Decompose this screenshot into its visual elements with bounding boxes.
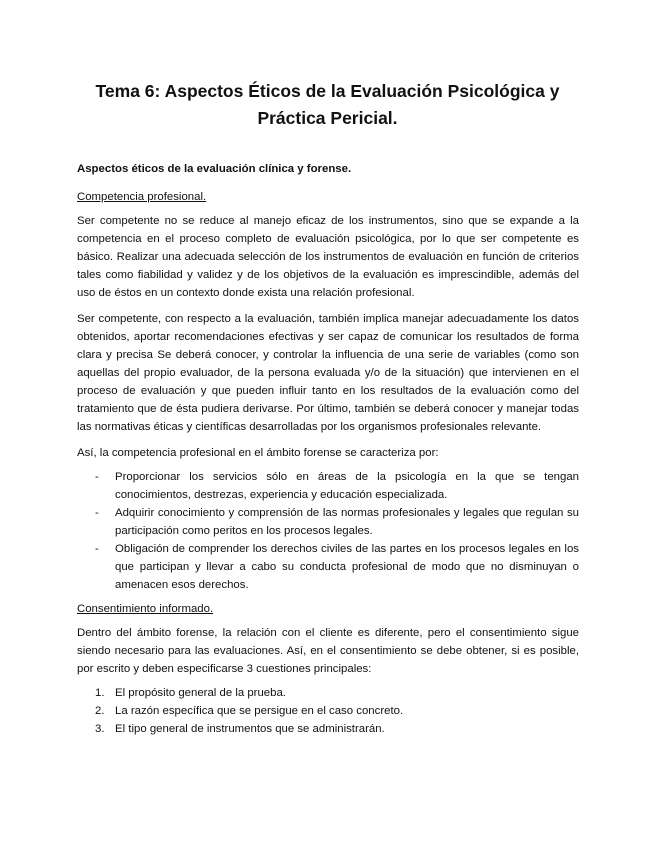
section-heading-competencia: Competencia profesional. [77,191,207,203]
list-item [77,684,579,702]
list-item-text: El tipo general de instrumentos que se administrarán. [115,723,385,735]
list-item [77,540,579,594]
list-item [77,468,579,504]
competence-list [77,468,579,594]
consent-list [77,684,579,738]
dash-marker: - [95,471,99,483]
document-body [77,160,579,738]
list-number: 1. [95,687,105,699]
page-title: Tema 6: Aspectos Éticos de la Evaluación Psicológica y Práctica Pericial. [95,81,560,128]
list-item-text: Adquirir conocimiento y comprensión de las normas profesionales y legales que regulan su participación como peritos en los procesos legales. [115,507,579,537]
dash-marker: - [95,543,99,555]
list-item [77,504,579,540]
paragraph: Ser competente no se reduce al manejo eficaz de los instrumentos, sino que se expande a la competencia en el proceso completo de evaluación psicológica, por lo que ser competente es básico. Realizar una adecuada selección de los instrumentos de evaluación en función de criterios tales como fiabilidad y validez y de los objetivos de la evaluación es imprescindible, además del uso de éstos en un contexto donde exista una relación profesional. [77,215,579,299]
paragraph: Ser competente, con respecto a la evaluación, también implica manejar adecuadamente los datos obtenidos, aportar recomendaciones efectivas y ser capaz de comunicar los resultados de forma clara y precisa Se deberá conocer, y controlar la influencia de una serie de variables (como son aquellas del propio evaluador, de la persona evaluada y/o de la situación) que intervienen en el proceso de evaluación y que pueden influir tanto en los resultados de la evaluación como del tratamiento que de ésta pudiera derivarse. Por último, también se deberá conocer y manejar todas las normativas éticas y científicas desarrolladas por los organismos profesionales relevante. [77,313,579,433]
list-item-text: Proporcionar los servicios sólo en áreas de la psicología en la que se tengan conocimientos, destrezas, experiencia y educación especializada. [115,471,579,501]
list-number: 3. [95,723,105,735]
list-item [77,702,579,720]
section-heading-consentimiento: Consentimiento informado. [77,603,214,615]
list-item [77,720,579,738]
paragraph: Así, la competencia profesional en el ámbito forense se caracteriza por: [77,447,439,459]
list-item-text: La razón específica que se persigue en el caso concreto. [115,705,404,717]
paragraph: Dentro del ámbito forense, la relación con el cliente es diferente, pero el consentimiento sigue siendo necesario para las evaluaciones. Así, en el consentimiento se debe obtener, si es posible, por escrito y deben especificarse 3 cuestiones principales: [77,627,579,675]
list-item-text: El propósito general de la prueba. [115,687,286,699]
dash-marker: - [95,507,99,519]
list-number: 2. [95,705,105,717]
subtitle: Aspectos éticos de la evaluación clínica y forense. [77,163,352,175]
list-item-text: Obligación de comprender los derechos civiles de las partes en los procesos legales en los que participan y llevar a cabo su conducta profesional de modo que no disminuyan o amenacen esos derechos. [115,543,579,591]
